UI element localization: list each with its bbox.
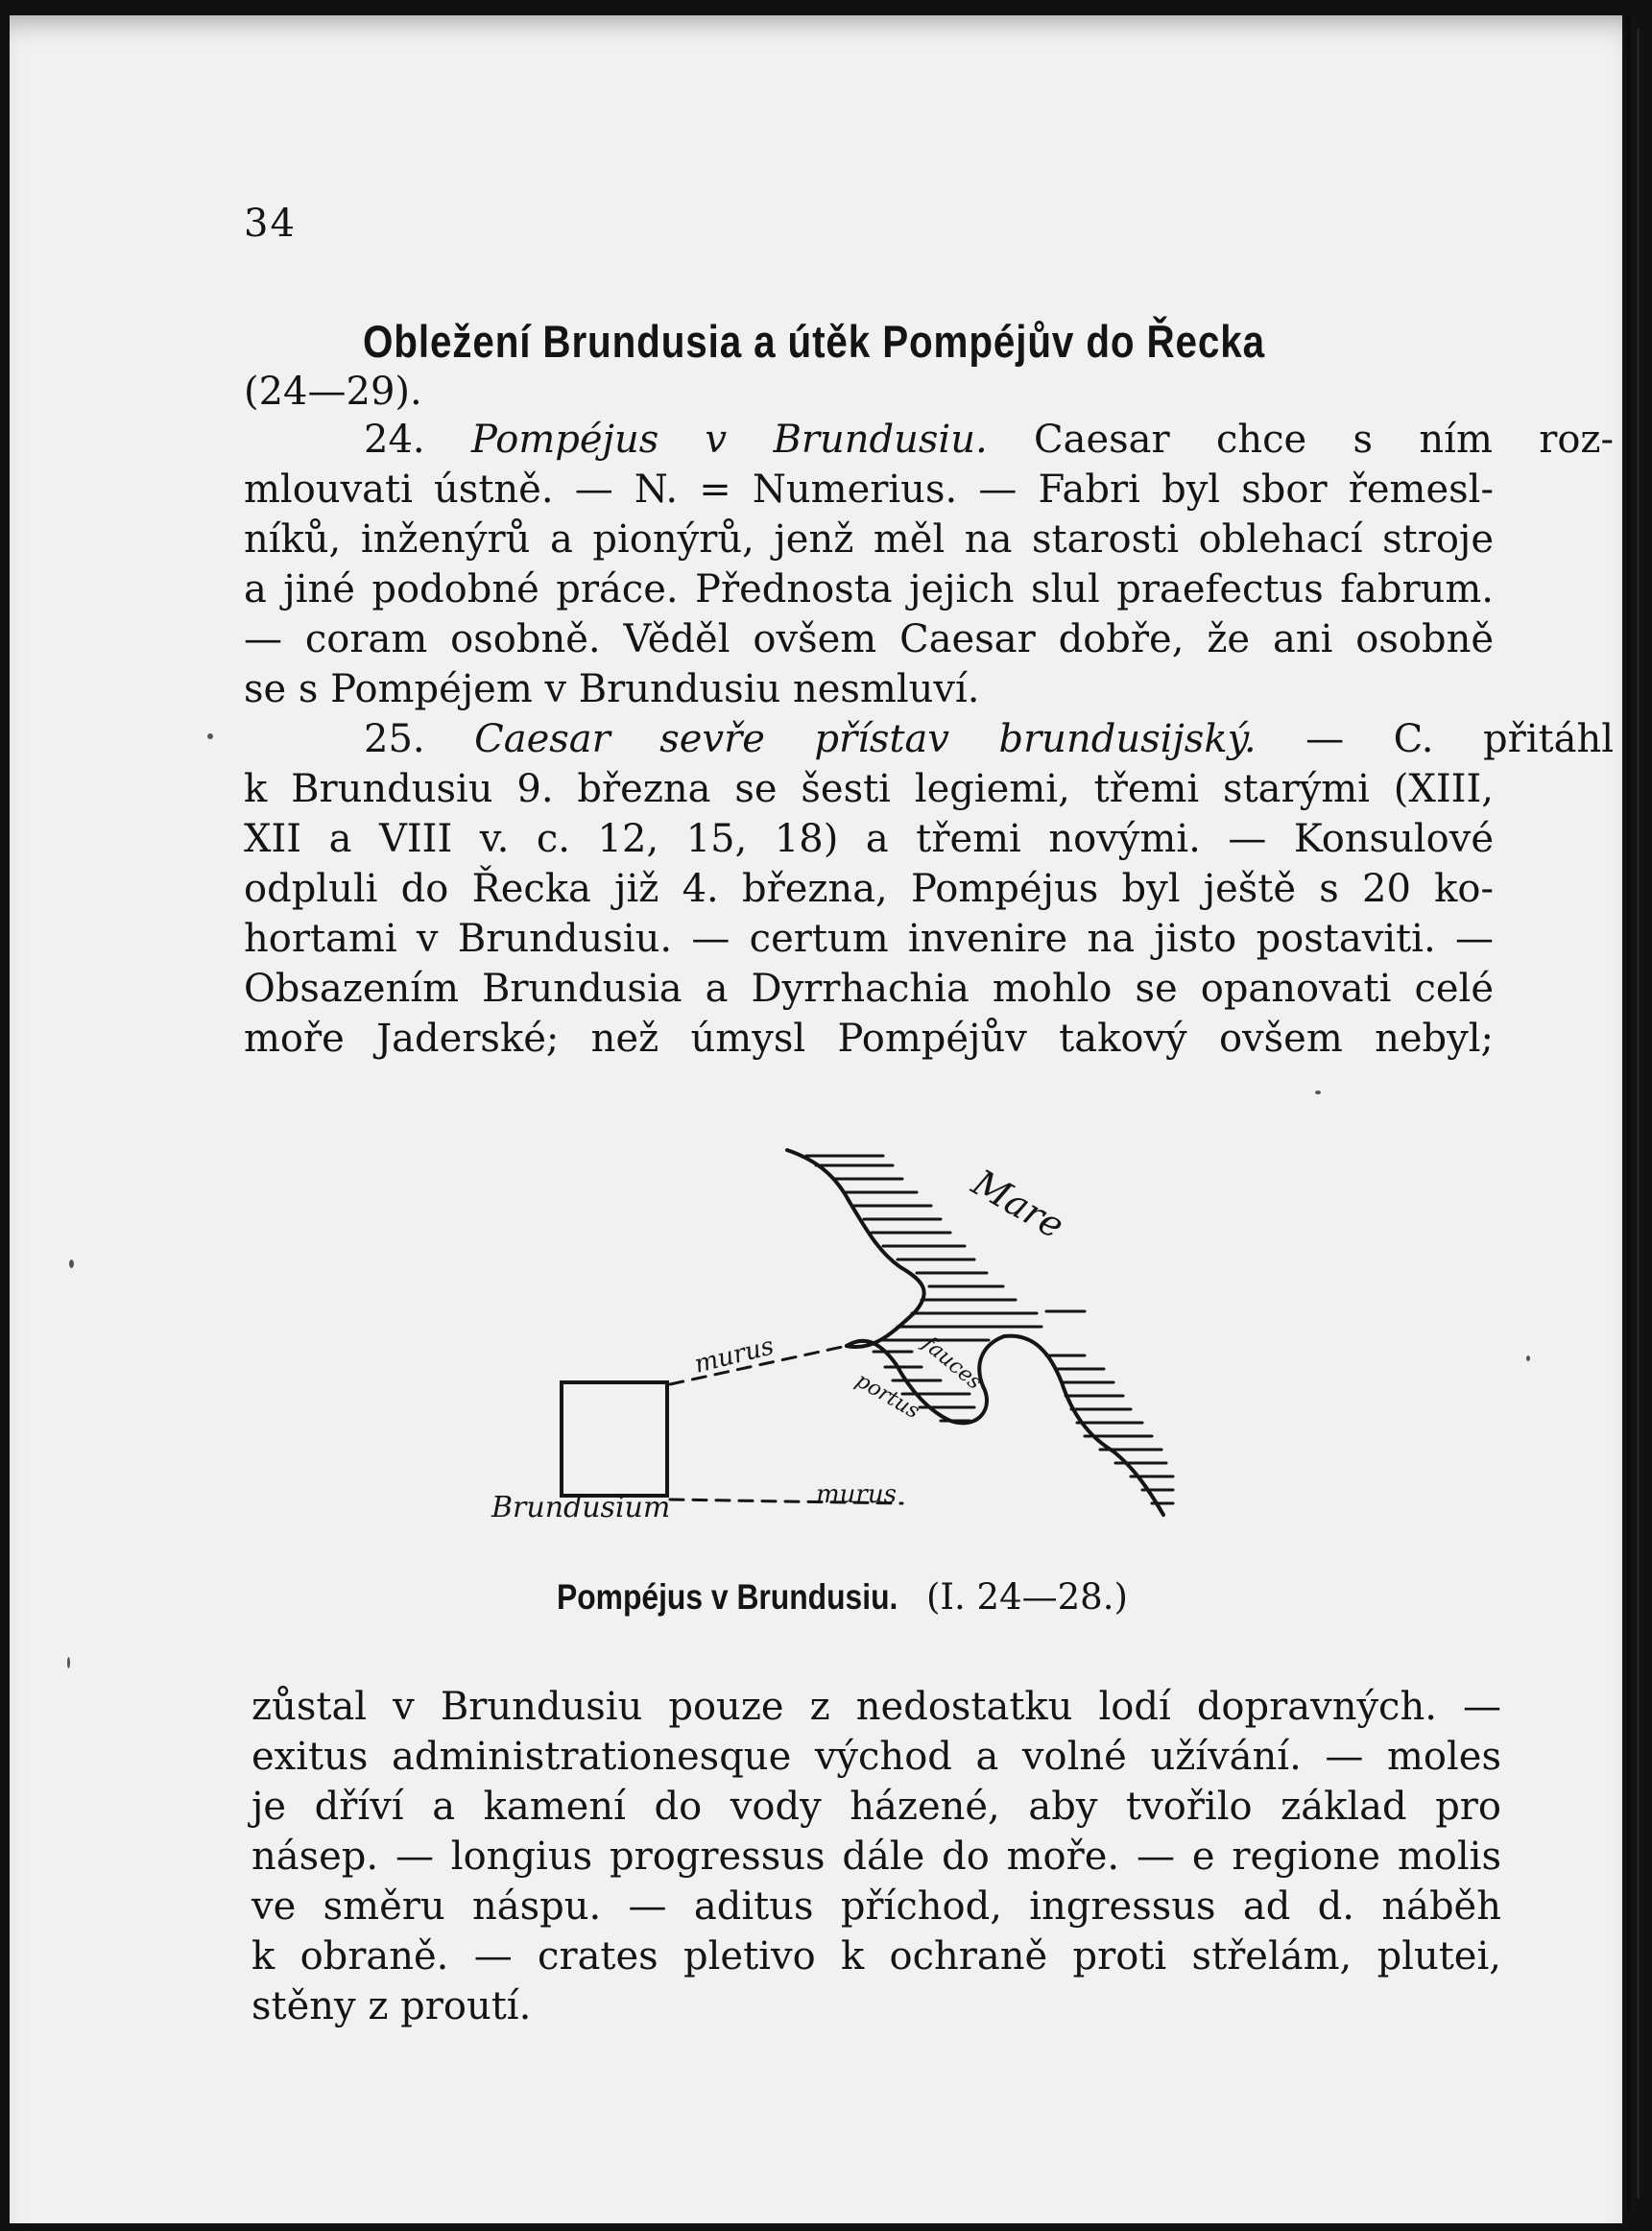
scan-speck (207, 733, 213, 739)
scan-speck (1315, 1091, 1321, 1094)
text-line: exitus administrationesque východ a volné užívání. — moles (251, 1735, 1501, 1779)
text-line: 24. Pompéjus v Brundusiu. Caesar chce s ním roz- (364, 418, 1614, 462)
scan-speck (1526, 1355, 1530, 1361)
scan-speck (69, 1259, 74, 1268)
label-brundusium: Brundusium (491, 1491, 671, 1524)
text-line: moře Jaderské; než úmysl Pompéjův takový ovšem nebyl; (244, 1017, 1494, 1061)
text-line: 25. Caesar sevře přístav brundusijský. — C. přitáhl (364, 717, 1615, 761)
text-line: XII a VIII v. c. 12, 15, 18) a třemi novými. — Konsulové (244, 817, 1494, 861)
label-mare: Mare (965, 1161, 1072, 1247)
text-line: se s Pompéjem v Brundusiu nesmluví. (244, 667, 980, 711)
text-line: k Brundusiu 9. března se šesti legiemi, třemi starými (XIII, (244, 767, 1494, 811)
text-line: hortami v Brundusiu. — certum invenire na jisto postaviti. — (244, 917, 1494, 961)
text-line: odpluli do Řecka již 4. března, Pompéjus byl ještě s 20 ko- (244, 867, 1494, 911)
text-line: ve směru náspu. — aditus příchod, ingressus ad d. náběh (251, 1884, 1501, 1929)
label-fauces: fauces (918, 1331, 987, 1395)
text-line: mlouvati ústně. — N. = Numerius. — Fabri byl sbor řemesl- (244, 468, 1494, 512)
label-murus-top: murus (691, 1331, 778, 1379)
page-number: 34 (244, 202, 297, 246)
coastline-east (1004, 1336, 1163, 1515)
text-line: níků, inženýrů a pionýrů, jenž měl na starosti oblehací stroje (244, 517, 1494, 562)
text-line: Obsazením Brundusia a Dyrrhachia mohlo se opanovati celé (244, 967, 1494, 1011)
label-portus: portus (851, 1368, 923, 1425)
page-edge-line (1637, 29, 1640, 2198)
text-line: zůstal v Brundusiu pouze z nedostatku lodí dopravných. — (251, 1685, 1501, 1729)
brundusium-harbor-map (490, 1133, 1296, 1555)
text-line: a jiné podobné práce. Přednosta jejich slul praefectus fabrum. (244, 567, 1494, 612)
text-line: stěny z proutí. (251, 1984, 532, 2028)
page-edge-shadow (1626, 15, 1631, 2214)
chapter-heading: Obležení Brundusia a útěk Pompéjův do Řecka (363, 316, 1265, 367)
figure-caption: Pompéjus v Brundusiu. (I. 24—28.) (557, 1576, 1128, 1618)
label-murus-bottom: murus (816, 1480, 897, 1509)
chapter-range: (24—29). (244, 370, 422, 414)
text-line: násep. — longius progressus dále do moře. — e regione molis (251, 1835, 1501, 1879)
scan-speck (67, 1657, 70, 1668)
text-line: je dříví a kamení do vody házené, aby tvořilo základ pro (251, 1785, 1501, 1829)
text-line: — coram osobně. Věděl ovšem Caesar dobře, že ani osobně (244, 617, 1494, 661)
city-brundusium (562, 1382, 667, 1496)
text-line: k obraně. — crates pletivo k ochraně proti střelám, plutei, (251, 1934, 1501, 1979)
